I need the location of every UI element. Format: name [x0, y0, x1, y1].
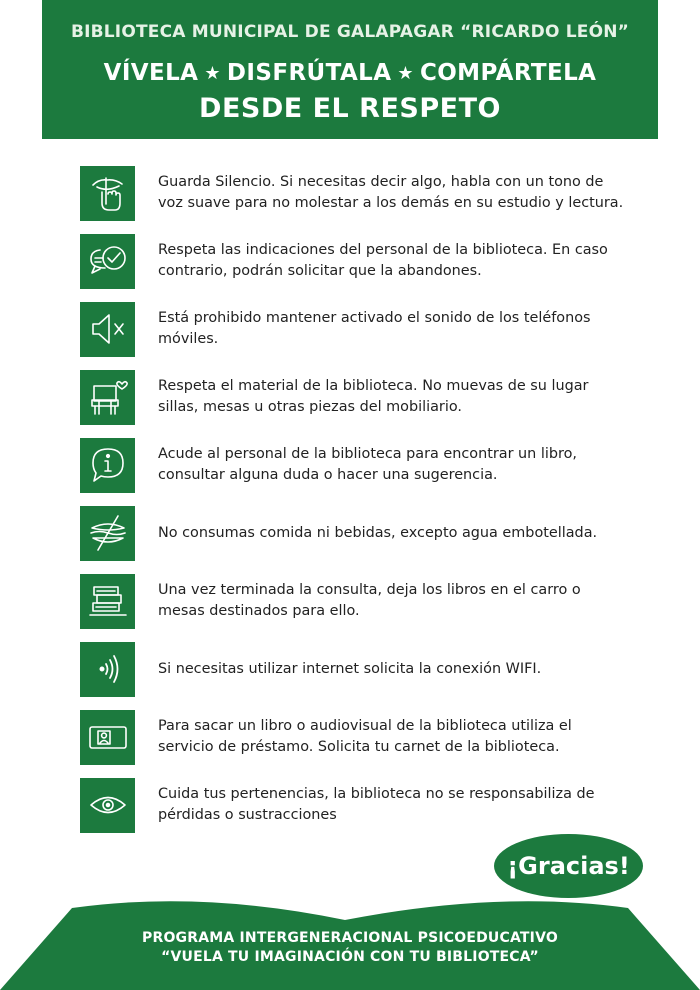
gracias-badge: ¡Gracias!	[494, 834, 643, 898]
rule-item	[80, 505, 640, 561]
wifi-icon	[80, 642, 135, 697]
chat-check-icon	[80, 234, 135, 289]
rule-text: Para sacar un libro o audiovisual de la biblioteca utiliza el servicio de préstamo. Solicita tu carnet de la biblioteca.	[158, 718, 572, 755]
rule-item	[80, 573, 640, 629]
slogan-word-2: DISFRÚTALA	[226, 60, 392, 86]
library-name: BIBLIOTECA MUNICIPAL DE GALAPAGAR “RICARDO LEÓN”	[70, 22, 630, 42]
rule-item	[80, 437, 640, 493]
slogan	[42, 60, 658, 86]
footer-line-2: “VUELA TU IMAGINACIÓN CON TU BIBLIOTECA”	[161, 949, 539, 965]
info-bubble-icon	[80, 438, 135, 493]
footer-program	[0, 929, 700, 967]
rule-text: Está prohibido mantener activado el sonido de los teléfonos móviles.	[158, 310, 591, 347]
rule-item	[80, 641, 640, 697]
mute-icon	[80, 302, 135, 357]
rule-text: Una vez terminada la consulta, deja los libros en el carro o mesas destinados para ello.	[158, 582, 581, 619]
silence-icon	[80, 166, 135, 221]
rule-item	[80, 233, 640, 289]
slogan-word-1: VÍVELA	[103, 60, 199, 86]
footer-line-1: PROGRAMA INTERGENERACIONAL PSICOEDUCATIVO	[142, 930, 558, 946]
rule-item	[80, 301, 640, 357]
header-banner	[42, 0, 658, 139]
rule-text: Si necesitas utilizar internet solicita la conexión WIFI.	[158, 660, 542, 677]
rule-text: Respeta las indicaciones del personal de la biblioteca. En caso contrario, podrán solicitar que la abandones.	[158, 242, 608, 279]
rule-text: Acude al personal de la biblioteca para encontrar un libro, consultar alguna duda o hacer una sugerencia.	[158, 446, 577, 483]
library-card-icon	[80, 710, 135, 765]
rule-item	[80, 777, 640, 833]
star-icon: ★	[397, 62, 414, 84]
slogan-word-3: COMPÁRTELA	[419, 60, 597, 86]
rule-text: Cuida tus pertenencias, la biblioteca no se responsabiliza de pérdidas o sustracciones	[158, 786, 595, 823]
page-subtitle: DESDE EL RESPETO	[199, 93, 501, 124]
rule-text: No consumas comida ni bebidas, excepto agua embotellada.	[158, 524, 598, 541]
rule-text: Respeta el material de la biblioteca. No muevas de su lugar sillas, mesas u otras piezas del mobiliario.	[158, 378, 589, 415]
star-icon: ★	[204, 62, 221, 84]
rule-item	[80, 709, 640, 765]
eye-icon	[80, 778, 135, 833]
rule-text: Guarda Silencio. Si necesitas decir algo, habla con un tono de voz suave para no molestar a los demás en su estudio y lectura.	[158, 174, 624, 211]
no-food-icon	[80, 506, 135, 561]
chair-heart-icon	[80, 370, 135, 425]
rule-item	[80, 165, 640, 221]
book-stack-icon	[80, 574, 135, 629]
rule-item	[80, 369, 640, 425]
